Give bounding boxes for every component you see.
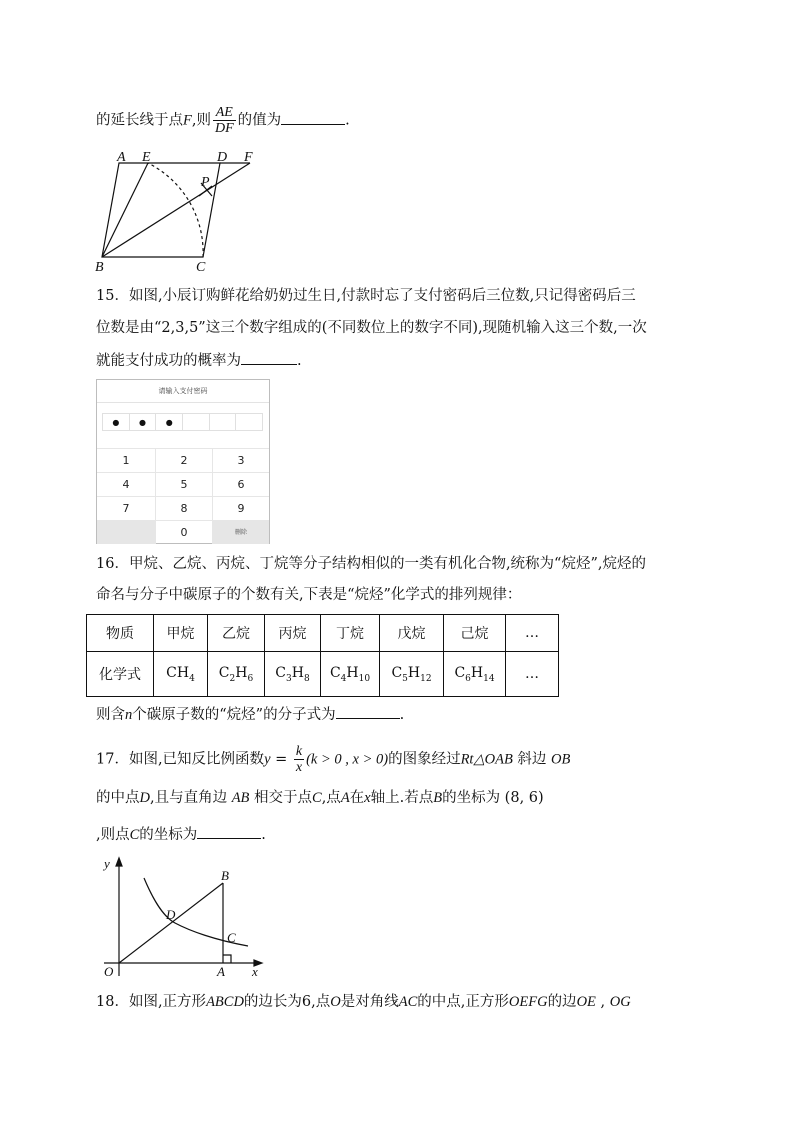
label-b: B xyxy=(221,868,229,883)
q15-line3: 就能支付成功的概率为 . xyxy=(96,350,302,371)
label-e: E xyxy=(142,150,151,165)
table-header-cell: 丙烷 xyxy=(265,615,321,652)
formula-cell: $C_3H_8$ xyxy=(265,652,321,697)
ae-over-df-fraction: $\frac{AE}{DF}$ xyxy=(214,105,234,136)
key-blank xyxy=(97,520,155,544)
key-1[interactable]: 1 xyxy=(97,448,155,472)
key-4[interactable]: 4 xyxy=(97,472,155,496)
key-0[interactable]: 0 xyxy=(155,520,212,544)
key-3[interactable]: 3 xyxy=(212,448,269,472)
formula-cell: $C_6H_{14}$ xyxy=(444,652,506,697)
table-header-cell: 丁烷 xyxy=(321,615,380,652)
pin-cell[interactable]: ● xyxy=(102,413,130,431)
label-d: D xyxy=(217,150,228,165)
pin-input-row xyxy=(103,413,263,431)
pin-cell[interactable]: ● xyxy=(129,413,157,431)
label-o: O xyxy=(104,964,114,978)
q16-line2: 命名与分子中碳原子的个数有关,下表是“烷烃”化学式的排列规律： xyxy=(96,587,522,603)
formula-cell: $CH_4$ xyxy=(154,652,208,697)
formula-cell: $C_2H_6$ xyxy=(208,652,265,697)
key-7[interactable]: 7 xyxy=(97,496,155,520)
answer-blank-15[interactable] xyxy=(241,350,297,365)
label-c: C xyxy=(196,260,206,275)
q16-question: 则含n个碳原子数的“烷烃”的分子式为 . xyxy=(96,704,404,725)
label-d: D xyxy=(166,907,176,922)
table-header-cell: 己烷 xyxy=(444,615,506,652)
q17-line1: 17．如图,已知反比例函数y = $\frac{k}{x}$ (k > 0 , x > 0)的图象经过Rt△OAB 斜边 OB xyxy=(96,744,571,775)
key-2[interactable]: 2 xyxy=(155,448,212,472)
q17-line2: 的中点D,且与直角边 AB 相交于点C,点A在x轴上.若点B的坐标为 (8, 6) xyxy=(96,790,544,806)
formula-cell: $C_5H_{12}$ xyxy=(380,652,444,697)
q15-line1: 15．如图,小辰订购鲜花给奶奶过生日,付款时忘了支付密码后三位数,只记得密码后三 xyxy=(96,288,636,304)
keypad-title: 请输入支付密码 xyxy=(97,380,269,403)
segment-ob xyxy=(119,883,223,963)
label-a: A xyxy=(117,150,126,165)
table-header-cell: 甲烷 xyxy=(154,615,208,652)
key-5[interactable]: 5 xyxy=(155,472,212,496)
label-c: C xyxy=(227,930,236,945)
pin-cell[interactable] xyxy=(209,413,237,431)
answer-blank-17[interactable] xyxy=(197,824,261,839)
key-8[interactable]: 8 xyxy=(155,496,212,520)
parallelogram-figure xyxy=(88,143,268,275)
q18-line1: 18．如图,正方形ABCD的边长为6,点O是对角线AC的中点,正方形OEFG的边OE , OG xyxy=(96,994,631,1010)
label-a: A xyxy=(217,964,225,978)
pin-cell[interactable] xyxy=(235,413,263,431)
label-y: y xyxy=(104,856,110,871)
k-over-x-fraction: $\frac{k}{x}$ xyxy=(295,744,303,775)
q16-line1: 16．甲烷、乙烷、丙烷、丁烷等分子结构相似的一类有机化合物,统称为“烷烃”,烷烃的 xyxy=(96,556,646,572)
table-header-cell: 物质 xyxy=(87,615,154,652)
alkane-table xyxy=(86,614,559,697)
table-header-cell: 戊烷 xyxy=(380,615,444,652)
key-delete[interactable]: 删除 xyxy=(212,520,269,544)
label-b: B xyxy=(95,260,104,275)
answer-blank-16[interactable] xyxy=(336,704,400,719)
formula-cell: $C_4H_{10}$ xyxy=(321,652,380,697)
table-header-cell: 乙烷 xyxy=(208,615,265,652)
table-header-cell: … xyxy=(506,615,559,652)
q14-line: 的延长线于点F,则 $\frac{AE}{DF}$ 的值为 . xyxy=(96,105,350,136)
table-ellipsis: … xyxy=(506,652,559,697)
q17-line3: ,则点C的坐标为 . xyxy=(96,824,266,845)
right-angle-mark xyxy=(223,955,231,963)
pin-cell[interactable]: ● xyxy=(155,413,183,431)
label-x: x xyxy=(252,964,258,978)
q15-line2: 位数是由“2,3,5”这三个数字组成的(不同数位上的数字不同),现随机输入这三个数,一次 xyxy=(96,320,647,336)
answer-blank-14[interactable] xyxy=(281,110,345,125)
key-6[interactable]: 6 xyxy=(212,472,269,496)
label-f: F xyxy=(244,150,253,165)
segment-bf xyxy=(102,163,250,257)
table-row-label: 化学式 xyxy=(87,652,154,697)
key-9[interactable]: 9 xyxy=(212,496,269,520)
keypad-keys xyxy=(97,448,269,544)
y-axis-arrow xyxy=(116,858,122,866)
label-p: P xyxy=(201,175,210,190)
payment-keypad xyxy=(96,379,270,544)
pin-cell[interactable] xyxy=(182,413,210,431)
coordinate-figure xyxy=(96,853,266,978)
